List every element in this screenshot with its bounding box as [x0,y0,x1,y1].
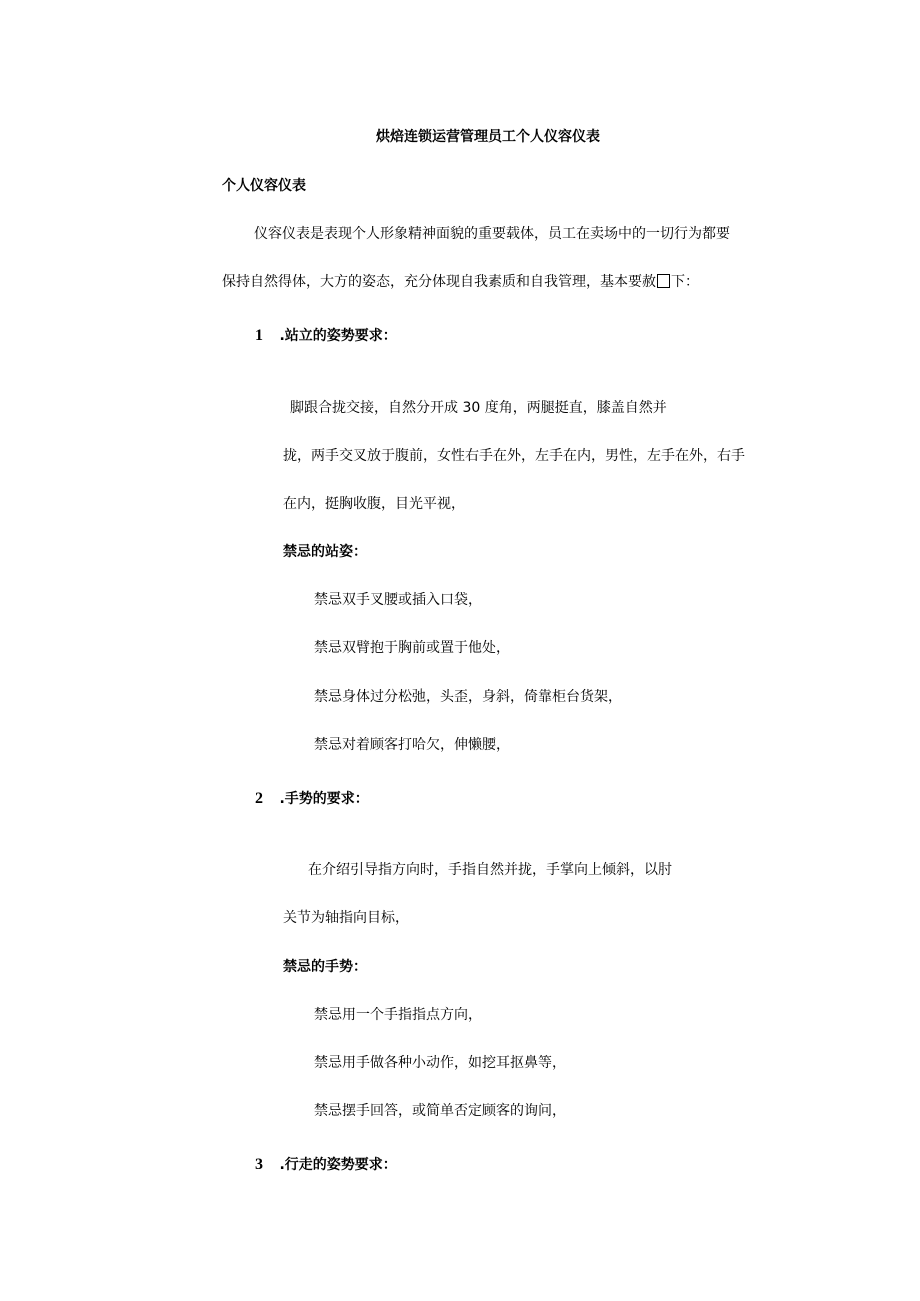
section-2-taboo-heading: 禁忌的手势： [283,959,367,975]
intro-line-1: 仪容仪表是表现个人形象精神面貌的重要载体，员工在卖场中的一切行为都要 [254,226,730,242]
section-1-body-line-1: 脚跟合拢交接，自然分开成 30 度角，两腿挺直，膝盖自然并 [290,400,667,416]
section-2-body-line-1: 在介绍引导指方向时，手指自然并拢，手掌向上倾斜，以肘 [308,862,672,878]
section-3-number: 3 [255,1156,263,1173]
missing-glyph-box [657,274,670,288]
section-1-number: 1 [255,327,263,344]
section-2-taboo-item: 禁忌用一个手指指点方向， [314,1007,482,1023]
section-1-taboo-item: 禁忌对着顾客打哈欠，伸懒腰， [314,737,510,753]
section-2-number: 2 [255,790,263,807]
document-title: 烘焙连锁运营管理员工个人仪容仪表 [376,129,600,145]
section-3-header [255,1156,397,1174]
section-1-header [255,327,397,345]
section-3-heading: .行走的姿势要求： [279,1157,397,1173]
section-1-body-line-3: 在内，挺胸收腹，目光平视， [283,496,465,512]
section-1-heading: .站立的姿势要求： [279,328,397,344]
section-2-header [255,790,369,808]
section-1-taboo-heading: 禁忌的站姿： [283,544,367,560]
intro-line-2-text-b: 下： [671,274,699,290]
section-1-taboo-item: 禁忌双手叉腰或插入口袋， [314,592,482,608]
section-2-taboo-item: 禁忌摆手回答，或简单否定顾客的询问， [314,1103,566,1119]
section-1-body-line-2: 拢，两手交叉放于腹前，女性右手在外，左手在内，男性，左手在外，右手 [283,448,745,464]
intro-line-2 [222,273,699,291]
section-2-body-line-2: 关节为轴指向目标， [283,910,409,926]
intro-line-2-text-a: 保持自然得体，大方的姿态，充分体现自我素质和自我管理，基本要赦 [222,274,656,290]
section-2-heading: .手势的要求： [279,791,369,807]
section-1-taboo-item: 禁忌双臂抱于胸前或置于他处， [314,640,510,656]
section-heading: 个人仪容仪表 [222,178,306,194]
section-2-taboo-item: 禁忌用手做各种小动作，如挖耳抠鼻等， [314,1055,566,1071]
section-1-taboo-item: 禁忌身体过分松弛，头歪，身斜，倚靠柜台货架， [314,689,622,705]
